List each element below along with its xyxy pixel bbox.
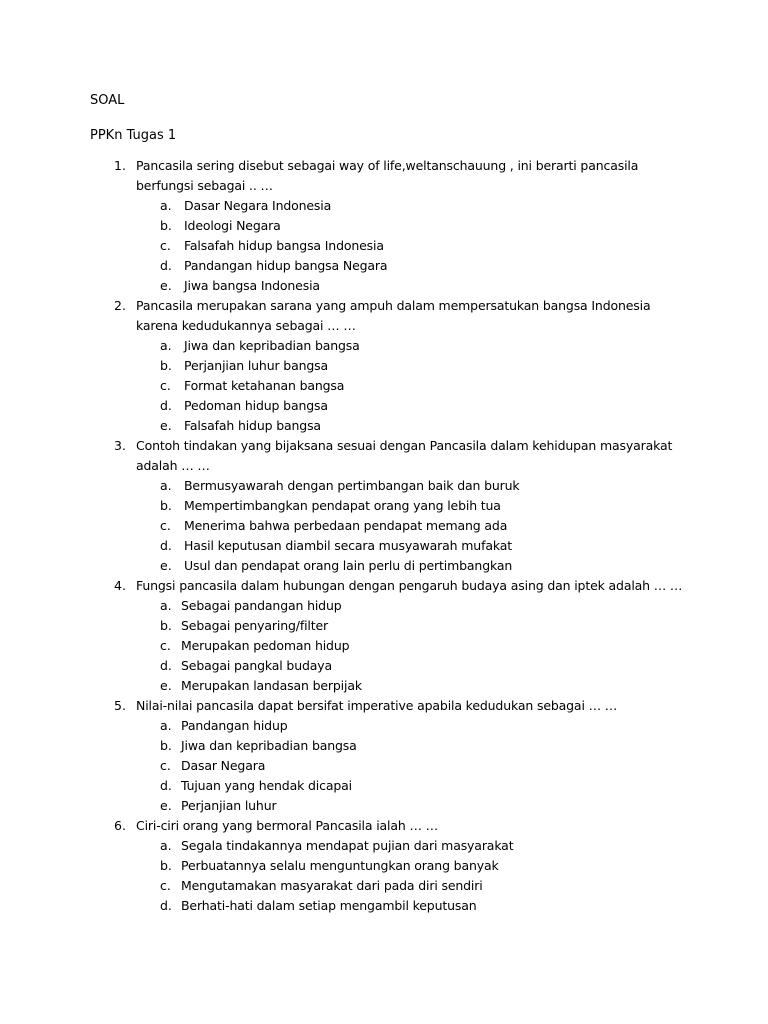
option-text: Pandangan hidup bangsa Negara bbox=[184, 258, 388, 273]
option-letter: c. bbox=[160, 378, 171, 393]
option-text: Tujuan yang hendak dicapai bbox=[181, 778, 352, 793]
option-a bbox=[0, 836, 768, 856]
option-c bbox=[0, 636, 768, 656]
option-letter: a. bbox=[160, 338, 172, 353]
option-letter: b. bbox=[160, 498, 172, 513]
option-letter: e. bbox=[160, 678, 172, 693]
option-a bbox=[0, 336, 768, 356]
option-b bbox=[0, 616, 768, 636]
option-c bbox=[0, 876, 768, 896]
option-letter: a. bbox=[160, 838, 172, 853]
option-e bbox=[0, 276, 768, 296]
option-list bbox=[0, 596, 768, 696]
option-text: Dasar Negara Indonesia bbox=[184, 198, 332, 213]
option-e bbox=[0, 556, 768, 576]
option-text: Merupakan pedoman hidup bbox=[181, 638, 350, 653]
question-4 bbox=[0, 576, 768, 696]
question-number: 6. bbox=[114, 818, 126, 833]
question-list bbox=[0, 156, 768, 916]
option-d bbox=[0, 896, 768, 916]
option-text: Sebagai pangkal budaya bbox=[181, 658, 333, 673]
option-text: Mempertimbangkan pendapat orang yang lebih tua bbox=[184, 498, 501, 513]
option-text: Menerima bahwa perbedaan pendapat memang ada bbox=[184, 518, 508, 533]
option-b bbox=[0, 496, 768, 516]
option-text: Perjanjian luhur bangsa bbox=[184, 358, 329, 373]
option-text: Usul dan pendapat orang lain perlu di pertimbangkan bbox=[184, 558, 513, 573]
option-letter: a. bbox=[160, 718, 172, 733]
option-text: Bermusyawarah dengan pertimbangan baik dan buruk bbox=[184, 478, 520, 493]
option-c bbox=[0, 236, 768, 256]
option-list bbox=[0, 716, 768, 816]
option-letter: c. bbox=[160, 638, 171, 653]
option-b bbox=[0, 356, 768, 376]
option-letter: a. bbox=[160, 598, 172, 613]
option-d bbox=[0, 256, 768, 276]
option-letter: e. bbox=[160, 278, 172, 293]
option-letter: b. bbox=[160, 858, 172, 873]
option-a bbox=[0, 596, 768, 616]
document-title: SOAL bbox=[90, 93, 125, 108]
option-letter: d. bbox=[160, 658, 172, 673]
option-text: Sebagai penyaring/filter bbox=[181, 618, 329, 633]
option-letter: d. bbox=[160, 898, 172, 913]
option-text: Dasar Negara bbox=[181, 758, 266, 773]
document-subtitle: PPKn Tugas 1 bbox=[90, 128, 177, 143]
option-text: Perbuatannya selalu menguntungkan orang banyak bbox=[181, 858, 499, 873]
option-letter: d. bbox=[160, 398, 172, 413]
option-a bbox=[0, 716, 768, 736]
question-number: 4. bbox=[114, 578, 126, 593]
option-text: Sebagai pandangan hidup bbox=[181, 598, 342, 613]
question-5 bbox=[0, 696, 768, 816]
option-d bbox=[0, 776, 768, 796]
question-6 bbox=[0, 816, 768, 916]
option-text: Hasil keputusan diambil secara musyawarah mufakat bbox=[184, 538, 512, 553]
option-a bbox=[0, 476, 768, 496]
question-2 bbox=[0, 296, 768, 436]
option-e bbox=[0, 416, 768, 436]
option-b bbox=[0, 736, 768, 756]
option-c bbox=[0, 516, 768, 536]
option-text: Falsafah hidup bangsa bbox=[184, 418, 321, 433]
option-letter: d. bbox=[160, 538, 172, 553]
option-text: Jiwa dan kepribadian bangsa bbox=[184, 338, 360, 353]
option-text: Ideologi Negara bbox=[184, 218, 281, 233]
option-text: Falsafah hidup bangsa Indonesia bbox=[184, 238, 384, 253]
question-text: Pancasila sering disebut sebagai way of life,weltanschauung , ini berarti pancasila berfungsi sebagai .. … bbox=[136, 158, 639, 193]
option-text: Format ketahanan bangsa bbox=[184, 378, 345, 393]
option-list bbox=[0, 476, 768, 576]
option-letter: c. bbox=[160, 758, 171, 773]
option-letter: b. bbox=[160, 218, 172, 233]
option-text: Pedoman hidup bangsa bbox=[184, 398, 328, 413]
question-text: Contoh tindakan yang bijaksana sesuai dengan Pancasila dalam kehidupan masyarakat adalah … … bbox=[136, 438, 673, 473]
option-text: Mengutamakan masyarakat dari pada diri sendiri bbox=[181, 878, 483, 893]
option-d bbox=[0, 656, 768, 676]
option-letter: c. bbox=[160, 518, 171, 533]
question-3 bbox=[0, 436, 768, 576]
question-number: 5. bbox=[114, 698, 126, 713]
option-list bbox=[0, 196, 768, 296]
option-text: Jiwa bangsa Indonesia bbox=[184, 278, 320, 293]
option-a bbox=[0, 196, 768, 216]
option-text: Perjanjian luhur bbox=[181, 798, 277, 813]
question-number: 2. bbox=[114, 298, 126, 313]
option-list bbox=[0, 336, 768, 436]
question-text: Nilai-nilai pancasila dapat bersifat imperative apabila kedudukan sebagai … … bbox=[136, 698, 618, 713]
option-text: Pandangan hidup bbox=[181, 718, 288, 733]
option-letter: d. bbox=[160, 778, 172, 793]
option-b bbox=[0, 216, 768, 236]
option-text: Merupakan landasan berpijak bbox=[181, 678, 362, 693]
option-list bbox=[0, 836, 768, 916]
question-number: 3. bbox=[114, 438, 126, 453]
option-e bbox=[0, 796, 768, 816]
option-d bbox=[0, 396, 768, 416]
question-text: Ciri-ciri orang yang bermoral Pancasila ialah … … bbox=[136, 818, 439, 833]
option-letter: b. bbox=[160, 358, 172, 373]
option-d bbox=[0, 536, 768, 556]
question-1 bbox=[0, 156, 768, 296]
option-letter: e. bbox=[160, 558, 172, 573]
option-letter: b. bbox=[160, 618, 172, 633]
question-text: Fungsi pancasila dalam hubungan dengan pengaruh budaya asing dan iptek adalah … … bbox=[136, 578, 683, 593]
option-b bbox=[0, 856, 768, 876]
option-text: Segala tindakannya mendapat pujian dari masyarakat bbox=[181, 838, 514, 853]
option-letter: e. bbox=[160, 418, 172, 433]
option-letter: a. bbox=[160, 198, 172, 213]
option-letter: b. bbox=[160, 738, 172, 753]
option-letter: c. bbox=[160, 238, 171, 253]
option-c bbox=[0, 756, 768, 776]
option-text: Jiwa dan kepribadian bangsa bbox=[181, 738, 357, 753]
option-letter: d. bbox=[160, 258, 172, 273]
option-letter: c. bbox=[160, 878, 171, 893]
option-letter: e. bbox=[160, 798, 172, 813]
option-e bbox=[0, 676, 768, 696]
option-text: Berhati-hati dalam setiap mengambil keputusan bbox=[181, 898, 477, 913]
option-c bbox=[0, 376, 768, 396]
question-number: 1. bbox=[114, 158, 126, 173]
option-letter: a. bbox=[160, 478, 172, 493]
question-text: Pancasila merupakan sarana yang ampuh dalam mempersatukan bangsa Indonesia karena kedudukannya sebagai … … bbox=[136, 298, 651, 333]
